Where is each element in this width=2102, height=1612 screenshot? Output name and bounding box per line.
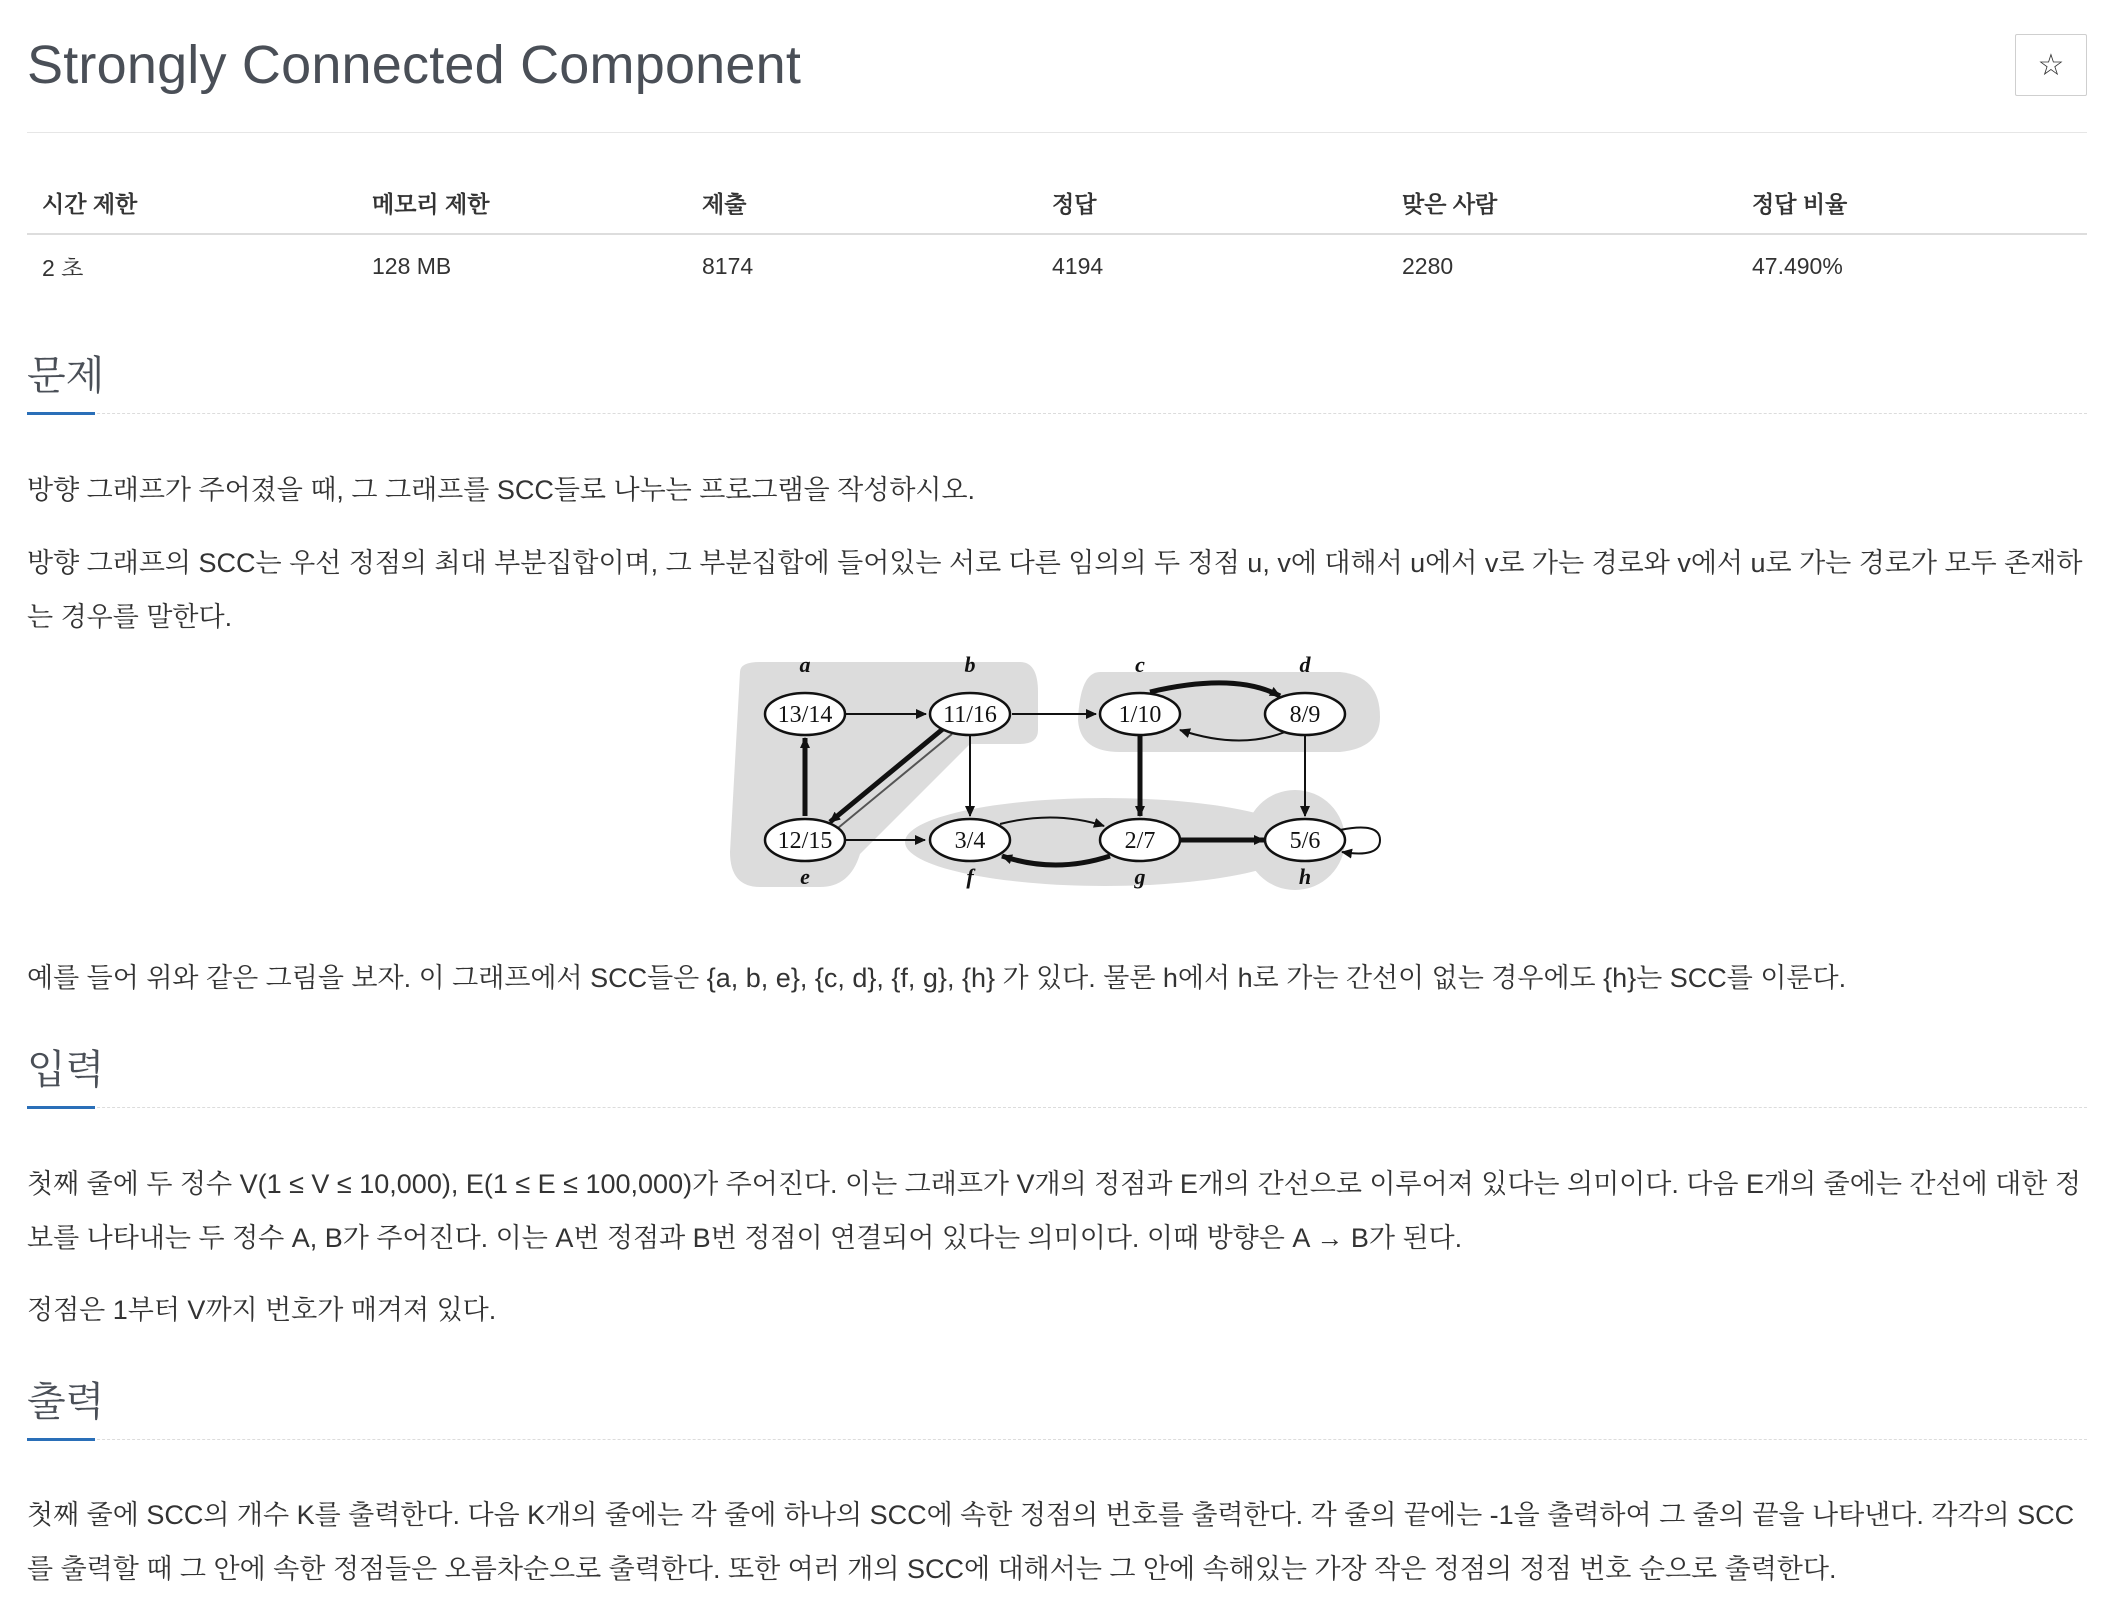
section-output-title: 출력 [27,1380,105,1424]
problem-page [27,0,2087,1584]
graph-node-b [930,693,1010,735]
section-input-heading [27,1024,2087,1108]
info-header-row [27,172,2087,234]
node-letter-b: b [964,652,976,677]
header-memory-limit: 메모리 제한 [357,172,687,234]
problem-description-3: 예를 들어 위와 같은 그림을 보자. 이 그래프에서 SCC들은 {a, b, e}, {c, d}, {f, g}, {h} 가 있다. 물론 h에서 h로 가는 간선이 없는 경우에도 {h}는 SCC를 이룬다. [27,963,1847,993]
section-underline [27,1106,95,1109]
value-accept-ratio: 47.490% [1752,253,1843,279]
graph-node-e [765,819,845,861]
node-label-g: 2/7 [1124,828,1156,854]
node-letter-c: c [1135,652,1145,677]
header-accepted: 정답 [1037,172,1387,234]
section-underline [27,412,95,415]
graph-node-h [1265,819,1345,861]
node-label-c: 1/10 [1118,702,1162,728]
node-label-f: 3/4 [954,828,986,854]
node-letter-e: e [800,864,810,889]
value-accepted: 4194 [1052,253,1104,279]
favorite-star-button[interactable] [2015,34,2087,96]
output-description-1: 첫째 줄에 SCC의 개수 K를 출력한다. 다음 K개의 줄에는 각 줄에 하나의 SCC에 속한 정점의 번호를 출력한다. 각 줄의 끝에는 -1을 출력하여 그 줄의 끝을 나타낸다. 각각의 SCC를 출력할 때 그 안에 속한 정점들은 오름차순으로 출력한다. 또한 여러 개의 SCC에 대해서는 그 안에 속해있는 가장 작은 정점의 정점 번호 순으로 출력한다. [27,1500,2075,1584]
graph-node-f [930,819,1010,861]
node-label-e: 12/15 [777,828,833,854]
section-output-heading [27,1356,2087,1440]
page-title: Strongly Connected Component [27,35,802,95]
graph-node-c [1100,693,1180,735]
graph-node-d [1265,693,1345,735]
header-solved-users: 맞은 사람 [1387,172,1737,234]
node-letter-f: f [966,864,974,889]
section-underline [27,1438,95,1441]
graph-node-g [1100,819,1180,861]
graph-node-a [765,693,845,735]
node-letter-g: g [1134,864,1146,889]
star-icon: ☆ [2037,48,2065,82]
problem-header [27,0,2087,133]
node-letter-d: d [1299,652,1311,677]
node-letter-a: a [799,652,811,677]
node-label-a: 13/14 [777,702,833,728]
section-problem-heading [27,330,2087,414]
section-input-title: 입력 [27,1048,105,1092]
info-value-row [27,234,2087,298]
input-description-1: 첫째 줄에 두 정수 V(1 ≤ V ≤ 10,000), E(1 ≤ E ≤ 100,000)가 주어진다. 이는 그래프가 V개의 정점과 E개의 간선으로 이루어져 있다는 의미이다. 다음 E개의 줄에는 간선에 대한 정보를 나타내는 두 정수 A, B가 주어진다. 이는 A번 정점과 B번 정점이 연결되어 있다는 의미이다. 이때 방향은 A → B가 된다. [27,1169,2081,1253]
input-description-2: 정점은 1부터 V까지 번호가 매겨져 있다. [27,1295,497,1325]
node-label-d: 8/9 [1289,702,1321,728]
node-letter-h: h [1298,864,1312,889]
scc-graph-figure [720,652,1420,912]
header-submissions: 제출 [687,172,1037,234]
value-time-limit: 2 초 [42,255,84,281]
value-submissions: 8174 [702,253,754,279]
problem-info-table [27,172,2087,298]
node-label-b: 11/16 [943,702,997,728]
header-time-limit: 시간 제한 [27,172,357,234]
value-memory-limit: 128 MB [372,253,452,279]
node-label-h: 5/6 [1289,828,1321,854]
problem-description-2: 방향 그래프의 SCC는 우선 정점의 최대 부분집합이며, 그 부분집합에 들어있는 서로 다른 임의의 두 정점 u, v에 대해서 u에서 v로 가는 경로와 v에서 u로 가는 경로가 모두 존재하는 경우를 말한다. [27,548,2083,632]
section-problem-title: 문제 [27,354,105,398]
header-accept-ratio: 정답 비율 [1737,172,2087,234]
scc-graph-svg [720,652,1420,912]
problem-description-1: 방향 그래프가 주어졌을 때, 그 그래프를 SCC들로 나누는 프로그램을 작성하시오. [27,475,976,505]
value-solved-users: 2280 [1402,253,1454,279]
